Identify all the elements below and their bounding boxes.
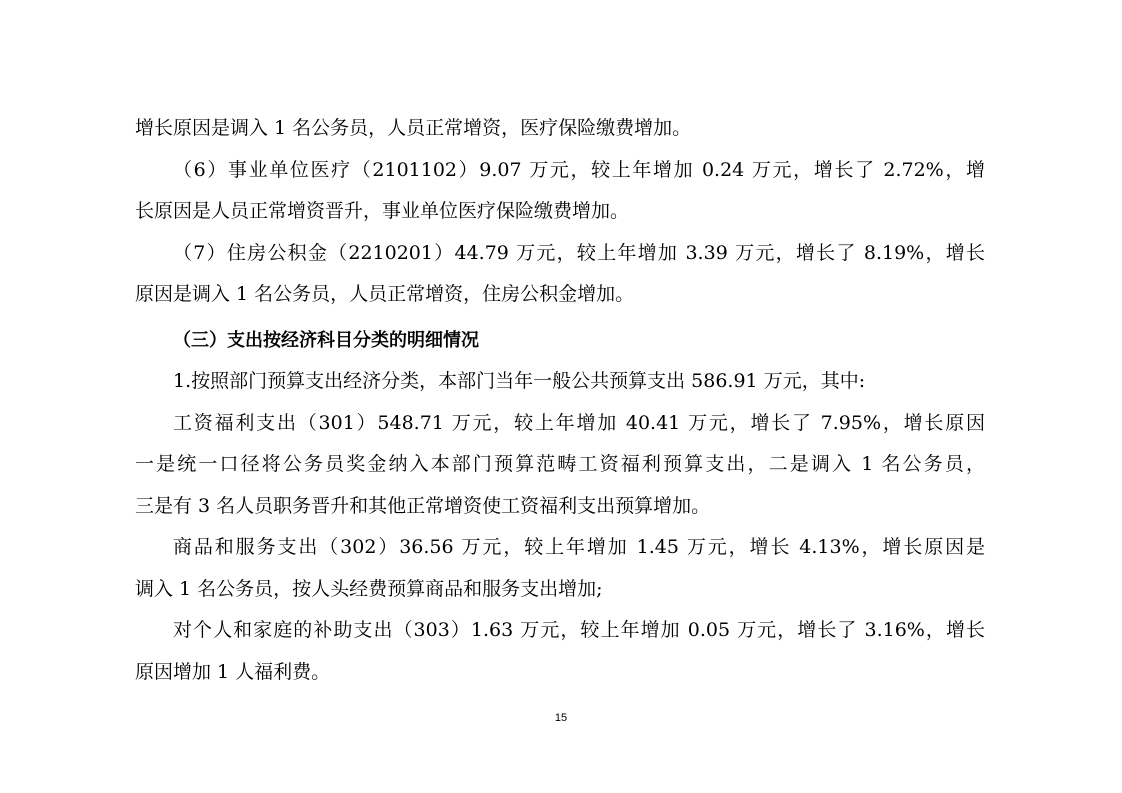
paragraph-line: 1.按照部门预算支出经济分类，本部门当年一般公共预算支出 586.91 万元，其中: [173, 370, 866, 392]
body-text [135, 108, 985, 693]
paragraph-line: 对个人和家庭的补助支出（303）1.63 万元，较上年增加 0.05 万元，增长了 3.16%，增长 [173, 619, 985, 641]
paragraph-line: 商品和服务支出（302）36.56 万元，较上年增加 1.45 万元，增长 4.13%，增长原因是 [173, 536, 985, 558]
paragraph-line: 原因是调入 1 名公务员，人员正常增资，住房公积金增加。 [135, 283, 635, 305]
paragraph-line: （7）住房公积金（2210201）44.79 万元，较上年增加 3.39 万元，增长了 8.19%，增长 [173, 241, 985, 264]
paragraph-line: 一是统一口径将公务员奖金纳入本部门预算范畴工资福利预算支出，二是调入 1 名公务员， [135, 453, 985, 475]
paragraph-line: 调入 1 名公务员，按人头经费预算商品和服务支出增加; [135, 577, 603, 600]
paragraph-line: 三是有 3 名人员职务晋升和其他正常增资使工资福利支出预算增加。 [135, 494, 711, 517]
page-number: 15 [554, 712, 568, 724]
paragraph-line: 工资福利支出（301）548.71 万元，较上年增加 40.41 万元，增长了 7.95%，增长原因 [173, 411, 985, 434]
paragraph-line: 原因增加 1 人福利费。 [135, 660, 331, 683]
paragraph-line: 长原因是人员正常增资晋升，事业单位医疗保险缴费增加。 [135, 200, 630, 222]
paragraph-line: （6）事业单位医疗（2101102）9.07 万元，较上年增加 0.24 万元，增长了 2.72%，增 [173, 158, 985, 181]
paragraph-line: 增长原因是调入 1 名公务员，人员正常增资，医疗保险缴费增加。 [135, 117, 692, 139]
section-heading: （三）支出按经济科目分类的明细情况 [173, 329, 479, 351]
